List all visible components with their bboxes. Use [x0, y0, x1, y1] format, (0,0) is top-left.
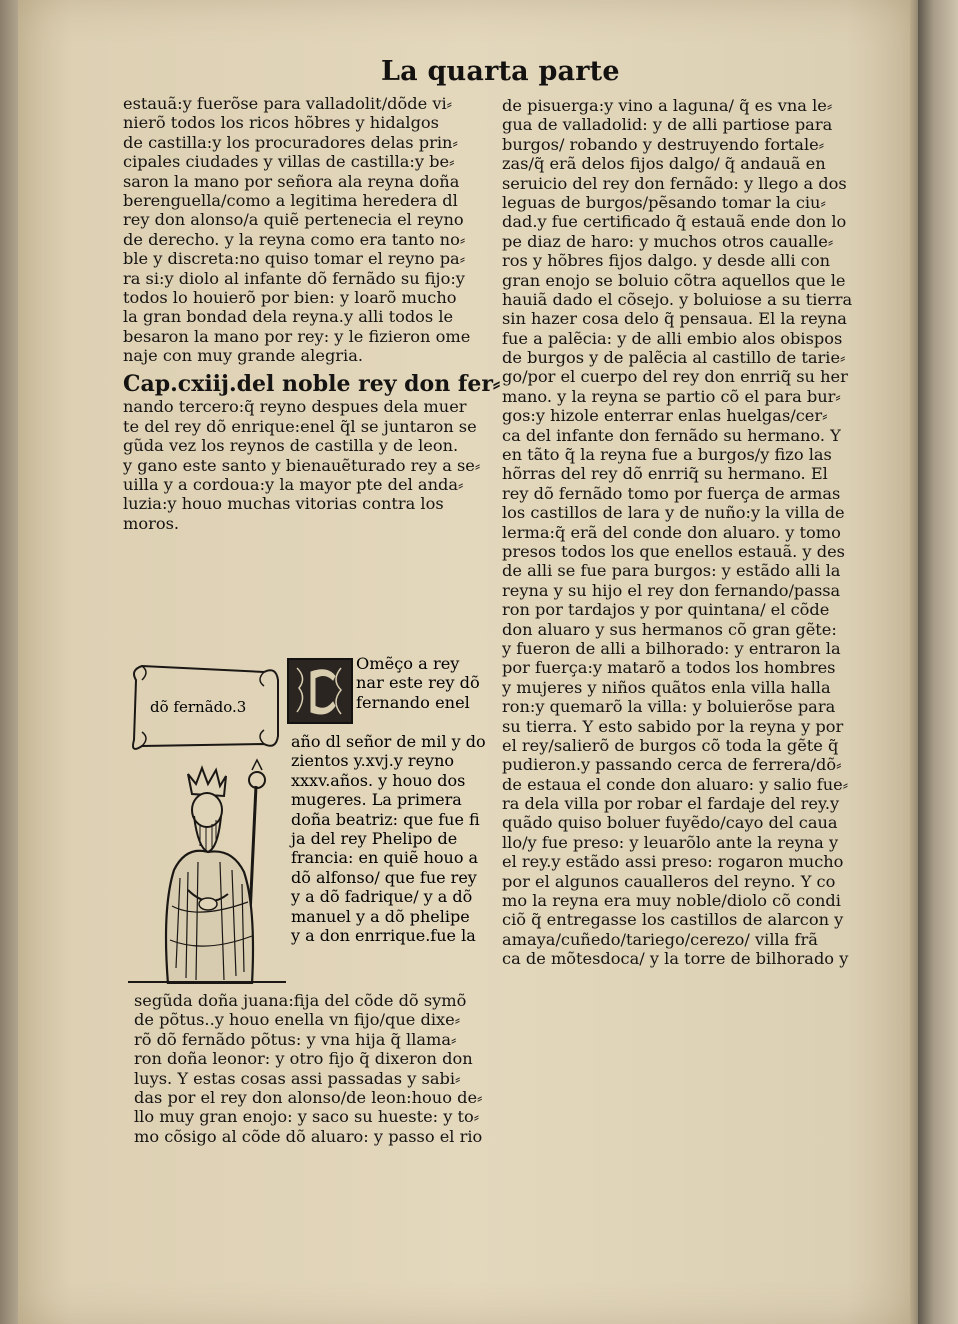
chapter-summary-line: gũda vez los reynos de castilla y de leon. — [123, 436, 459, 456]
text-line: llo muy gran enojo: y saco su hueste: y to⸗ — [134, 1107, 480, 1127]
text-line: el rey.y estãdo assi preso: rogaron mucho — [502, 852, 844, 872]
text-line: estauã:y fuerõse para valladolit/dõde vi⸗ — [123, 94, 453, 113]
text-line: das por el rey don alonso/de leon:houo de⸗ — [134, 1087, 483, 1107]
text-line: y a don enrrique.fue la — [291, 925, 476, 945]
text-line: presos todos los que enellos estauã. y des — [502, 541, 845, 561]
text-line: y a dõ fadrique/ y a dõ — [291, 887, 473, 907]
text-line: ble y discreta:no quiso tomar el reyno pa⸗ — [123, 249, 466, 269]
text-line: rey dõ fernãdo tomo por fuerça de armas — [502, 483, 841, 503]
text-line: gos:y hizole enterrar enlas huelgas/cer⸗ — [502, 406, 828, 426]
text-beside-woodcut — [291, 732, 486, 945]
text-line: ciõ q̃ entregasse los castillos de alarcon y — [502, 910, 844, 930]
text-line: don aluaro y sus hermanos cõ gran gẽte: — [502, 619, 837, 639]
text-line: el rey/salierõ de burgos cõ toda la gẽte q̃ — [502, 735, 839, 755]
text-line: ca de mõtesdoca/ y la torre de bilhorado y — [502, 949, 849, 969]
text-line: y mujeres y niños quãtos enla villa halla — [502, 677, 831, 697]
text-line: zas/q̃ erã delos fijos dalgo/ q̃ andauã en — [502, 154, 826, 174]
text-line: año dl señor de mil y do — [291, 732, 486, 751]
text-line: por fuerça:y matarõ a todos los hombres — [502, 658, 836, 678]
text-line: todos lo houierõ por bien: y loarõ mucho — [123, 287, 457, 307]
text-line: hauiã dado el cõsejo. y boluiose a su tierra — [502, 289, 853, 309]
text-line: besaron la mano por rey: y le fizieron ome — [123, 326, 471, 346]
text-line: su tierra. Y esto sabido por la reyna y por — [502, 716, 844, 736]
text-line: de pisuerga:y vino a laguna/ q̃ es vna le⸗ — [502, 96, 833, 115]
text-line: los castillos de lara y de nuño:y la villa de — [502, 503, 845, 523]
text-line: francia: en quiẽ houo a — [291, 848, 479, 868]
chapter-summary-line: te del rey dõ enrique:enel q̃l se juntaron se — [123, 416, 477, 436]
text-line: doña beatriz: que fue fi — [291, 809, 480, 829]
text-line: reyna y su hijo el rey don fernando/passa — [502, 580, 841, 600]
text-line: gran enojo se boluio cõtra aquellos que le — [502, 270, 846, 290]
text-line: amaya/cuñedo/tariego/cerezo/ villa frã — [502, 929, 818, 949]
chapter-summary-line: luzia:y houo muchas vitorias contra los — [123, 494, 444, 514]
text-line: segũda doña juana:fija del cõde dõ symõ — [134, 991, 467, 1010]
text-line: fue a palẽcia: y de alli embio alos obispos — [502, 328, 843, 348]
text-line: pe diaz de haro: y muchos otros caualle⸗ — [502, 231, 834, 251]
text-line: ja del rey Phelipo de — [291, 828, 458, 848]
text-line: de derecho. y la reyna como era tanto no⸗ — [123, 229, 466, 249]
text-line: cipales ciudades y villas de castilla:y be⸗ — [123, 152, 455, 172]
text-line: burgos/ robando y destruyendo fortale⸗ — [502, 134, 825, 154]
text-line: rõ dõ fernãdo põtus: y vna hija q̃ llama⸗ — [134, 1029, 457, 1049]
chapter-heading: Cap.cxiij.del noble rey don fer⸗ — [123, 371, 501, 398]
text-line: de põtus..y houo enella vn fijo/que dixe⸗ — [134, 1010, 461, 1030]
text-line: fernando enel — [356, 692, 470, 712]
woodcut-banner-label: dõ fernãdo.3 — [150, 698, 247, 716]
text-line: de burgos y de palẽcia al castillo de tarie⸗ — [502, 348, 846, 368]
text-line: luys. Y estas cosas assi passadas y sabi⸗ — [134, 1068, 461, 1088]
text-line: go/por el cuerpo del rey don enrriq̃ su her — [502, 367, 848, 387]
text-beside-initial — [356, 654, 480, 712]
text-line: Omẽço a rey — [356, 654, 460, 673]
text-line: ros y hõbres fijos dalgo. y desde alli con — [502, 251, 831, 271]
text-line: saron la mano por señora ala reyna doña — [123, 171, 460, 191]
chapter-summary-line: y gano este santo y bienauẽturado rey a se⸗ — [123, 455, 481, 475]
chapter-summary-line: moros. — [123, 513, 180, 533]
running-head: La quarta parte — [381, 56, 620, 87]
initial-frame — [287, 658, 353, 724]
text-line: llo/y fue preso: y leuarõlo ante la reyna y — [502, 832, 839, 852]
text-line: en tãto q̃ la reyna fue a burgos/y fizo las — [502, 445, 832, 465]
text-line: ra dela villa por robar el fardaje del rey.y — [502, 794, 840, 814]
text-line: mo la reyna era muy noble/diolo cõ condi — [502, 891, 841, 911]
text-line: la gran bondad dela reyna.y alli todos le — [123, 307, 454, 327]
text-line: sin hazer cosa delo q̃ pensaua. El la reyna — [502, 309, 847, 329]
left-column — [123, 94, 501, 533]
chapter-summary-line: uilla y a cordoua:y la mayor pte del anda⸗ — [123, 475, 464, 495]
text-line: ra si:y diolo al infante dõ fernãdo su fijo:y — [123, 268, 465, 288]
chapter-summary-line: nando tercero:q̃ reyno despues dela muer — [123, 397, 467, 417]
text-line: nar este rey dõ — [356, 673, 480, 693]
left-column-bottom — [134, 991, 484, 1146]
text-line: y fueron de alli a bilhorado: y entraron la — [502, 638, 841, 658]
text-line: leguas de burgos/pẽsando tomar la ciu⸗ — [502, 192, 826, 212]
text-line: mano. y la reyna se partio cõ el para bur⸗ — [502, 386, 841, 406]
text-line: por el algunos caualleros del reyno. Y co — [502, 871, 836, 891]
text-line: pudieron.y passando cerca de ferrera/dõ⸗ — [502, 755, 842, 775]
text-line: dad.y fue certificado q̃ estauã ende don lo — [502, 212, 847, 232]
text-line: zientos y.xvj.y reyno — [291, 751, 455, 771]
text-line: ca del infante don fernãdo su hermano. Y — [502, 425, 841, 445]
text-line: de castilla:y los procuradores delas prin⸗ — [123, 132, 458, 152]
text-line: ron por tardajos y por quintana/ el cõde — [502, 600, 830, 620]
text-line: quãdo quiso boluer fuyẽdo/cayo del caua — [502, 813, 838, 833]
text-line: ron:y quemarõ la villa: y boluierõse para — [502, 697, 836, 717]
right-column — [502, 96, 853, 969]
text-line: berenguella/como a legitima heredera dl — [123, 190, 458, 210]
text-line: hõrras del rey dõ enrriq̃ su hermano. El — [502, 464, 828, 484]
text-line: de alli se fue para burgos: y estãdo alli la — [502, 561, 841, 581]
text-line: seruicio del rey don fernãdo: y llego a dos — [502, 173, 847, 193]
text-line: manuel y a dõ phelipe — [291, 906, 470, 926]
text-line: gua de valladolid: y de alli partiose para — [502, 115, 833, 135]
text-line: dõ alfonso/ que fue rey — [291, 867, 477, 887]
text-line: mugeres. La primera — [291, 790, 462, 810]
text-line: de estaua el conde don aluaro: y salio fue⸗ — [502, 774, 849, 794]
text-line: rey don alonso/a quiẽ pertenecia el reyno — [123, 210, 464, 230]
king-woodcut-illustration — [128, 658, 286, 984]
text-line: lerma:q̃ erã del conde don aluaro. y tomo — [502, 522, 841, 542]
text-line: naje con muy grande alegria. — [123, 346, 364, 366]
decorated-initial — [287, 658, 353, 724]
text-line: nierõ todos los ricos hõbres y hidalgos — [123, 113, 439, 133]
text-line: ron doña leonor: y otro fijo q̃ dixeron don — [134, 1049, 473, 1069]
next-leaf-edge — [918, 0, 958, 1324]
text-line: xxxv.años. y houo dos — [291, 770, 466, 790]
text-line: mo cõsigo al cõde dõ aluaro: y passo el rio — [134, 1126, 483, 1146]
